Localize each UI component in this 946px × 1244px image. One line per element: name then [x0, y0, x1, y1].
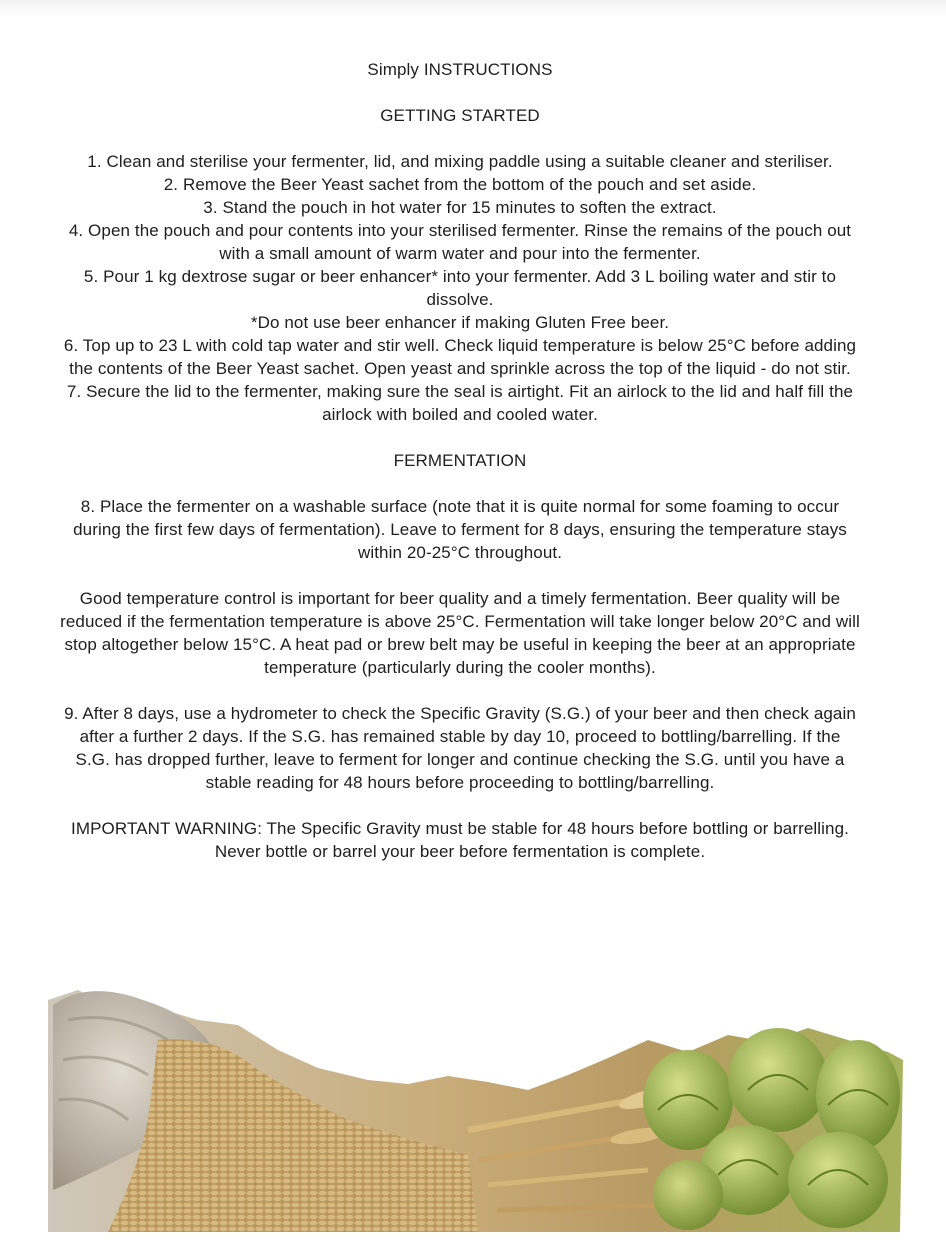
- step-9: 9. After 8 days, use a hydrometer to check the Specific Gravity (S.G.) of your beer and then check again after a further 2 days. If the S.G. has remained stable by day 10, proceed to bottling/barrelling. If the S.G. has dropped further, leave to ferment for longer and continue checking the S.G. until you have a stable reading for 48 hours before proceeding to bottling/barrelling.: [64, 704, 856, 792]
- instructions-document: [60, 58, 860, 886]
- important-warning: IMPORTANT WARNING: The Specific Gravity must be stable for 48 hours before bottling or barrelling. Never bottle or barrel your beer before fermentation is complete.: [71, 819, 849, 861]
- step-4: 4. Open the pouch and pour contents into your sterilised fermenter. Rinse the remains of the pouch out with a small amount of warm water and pour into the fermenter.: [68, 221, 852, 263]
- ingredients-banner-image: [48, 980, 903, 1232]
- temperature-note: Good temperature control is important for beer quality and a timely fermentation. Beer quality will be reduced if the fermentation temperature is above 25°C. Fermentation will take longer below 20°C and will stop altogether below 15°C. A heat pad or brew belt may be useful in keeping the beer at an appropriate temperature (particularly during the cooler months).: [60, 589, 860, 677]
- section-heading-getting-started: GETTING STARTED: [380, 106, 540, 125]
- step-2: 2. Remove the Beer Yeast sachet from the bottom of the pouch and set aside.: [163, 175, 757, 194]
- step-3: 3. Stand the pouch in hot water for 15 minutes to soften the extract.: [203, 198, 717, 217]
- document-title: Simply INSTRUCTIONS: [367, 60, 553, 79]
- step-8: 8. Place the fermenter on a washable surface (note that it is quite normal for some foaming to occur during the first few days of fermentation). Leave to ferment for 8 days, ensuring the temperature stays within 20-25°C throughout.: [73, 497, 847, 562]
- section-heading-fermentation: FERMENTATION: [393, 451, 527, 470]
- hops-icon: [643, 1028, 900, 1230]
- top-shadow: [0, 0, 946, 18]
- step-1: 1. Clean and sterilise your fermenter, lid, and mixing paddle using a suitable cleaner and steriliser.: [87, 152, 833, 171]
- gluten-free-note: *Do not use beer enhancer if making Gluten Free beer.: [250, 313, 670, 332]
- step-6: 6. Top up to 23 L with cold tap water and stir well. Check liquid temperature is below 25°C before adding the contents of the Beer Yeast sachet. Open yeast and sprinkle across the top of the liquid - do not stir.: [63, 336, 857, 378]
- step-7: 7. Secure the lid to the fermenter, making sure the seal is airtight. Fit an airlock to the lid and half fill the airlock with boiled and cooled water.: [66, 382, 854, 424]
- step-5: 5. Pour 1 kg dextrose sugar or beer enhancer* into your fermenter. Add 3 L boiling water and stir to dissolve.: [83, 267, 837, 309]
- getting-started-steps: [60, 150, 860, 426]
